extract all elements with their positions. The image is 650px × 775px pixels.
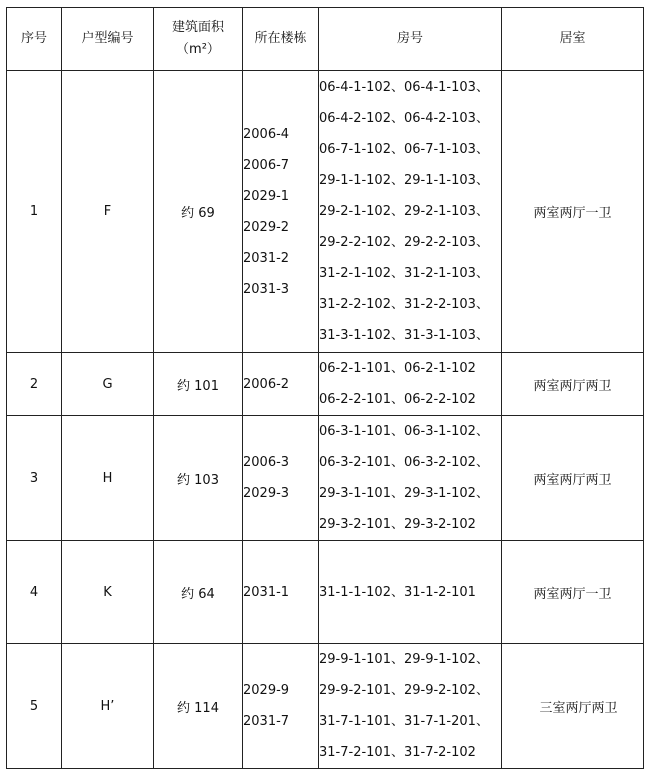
cell-area: 约 64 — [154, 541, 243, 644]
room-line: 31-2-2-102、31-2-2-103、 — [319, 297, 489, 312]
room-line: 31-1-1-102、31-1-2-101 — [319, 584, 476, 600]
cell-buildings — [243, 353, 319, 416]
building-item: 2006-4 — [243, 126, 290, 142]
header-row — [7, 8, 644, 71]
cell-buildings — [243, 644, 319, 769]
cell-type: G — [62, 353, 154, 416]
header-seq: 序号 — [7, 8, 62, 71]
cell-rooms — [319, 71, 502, 353]
room-line: 29-9-1-101、29-9-1-102、 — [319, 652, 489, 667]
cell-buildings — [243, 71, 319, 353]
cell-seq: 2 — [7, 353, 62, 416]
room-line: 06-3-1-101、06-3-1-102、 — [319, 424, 489, 439]
cell-area: 约 103 — [154, 416, 243, 541]
table-row — [7, 541, 644, 644]
cell-buildings — [243, 541, 319, 644]
room-line: 29-3-2-101、29-3-2-102 — [319, 517, 476, 532]
room-line: 06-7-1-102、06-7-1-103、 — [319, 142, 489, 157]
cell-layout: 两室两厅两卫 — [502, 353, 644, 416]
cell-seq: 1 — [7, 71, 62, 353]
header-room-no: 房号 — [319, 8, 502, 71]
building-item: 2029-1 — [243, 188, 290, 204]
cell-seq: 5 — [7, 644, 62, 769]
cell-rooms — [319, 644, 502, 769]
cell-area: 约 101 — [154, 353, 243, 416]
cell-rooms — [319, 541, 502, 644]
room-line: 06-2-2-101、06-2-2-102 — [319, 392, 476, 407]
header-area-unit: （m²） — [176, 42, 220, 57]
building-item: 2031-1 — [243, 584, 290, 600]
cell-rooms — [319, 416, 502, 541]
room-line: 31-7-1-101、31-7-1-201、 — [319, 714, 489, 729]
room-line: 29-2-1-102、29-2-1-103、 — [319, 204, 489, 219]
cell-layout: 两室两厅两卫 — [502, 416, 644, 541]
table-row — [7, 71, 644, 353]
room-line: 06-4-1-102、06-4-1-103、 — [319, 80, 489, 95]
header-area-label: 建筑面积 — [171, 20, 224, 35]
unit-type-table — [6, 7, 644, 769]
header-building: 所在楼栋 — [243, 8, 319, 71]
room-line: 31-2-1-102、31-2-1-103、 — [319, 266, 489, 281]
cell-area: 约 69 — [154, 71, 243, 353]
room-line: 06-4-2-102、06-4-2-103、 — [319, 111, 489, 126]
cell-type: H’ — [62, 644, 154, 769]
building-item: 2006-3 — [243, 455, 290, 470]
room-line: 31-3-1-102、31-3-1-103、 — [319, 328, 489, 343]
header-area — [154, 8, 243, 71]
room-line: 06-2-1-101、06-2-1-102 — [319, 361, 476, 376]
room-line: 06-3-2-101、06-3-2-102、 — [319, 455, 489, 470]
cell-layout: 三室两厅两卫 — [502, 644, 644, 769]
building-item: 2031-7 — [243, 714, 290, 729]
building-item: 2029-9 — [243, 683, 290, 698]
building-item: 2006-7 — [243, 157, 290, 173]
cell-seq: 3 — [7, 416, 62, 541]
cell-seq: 4 — [7, 541, 62, 644]
cell-layout: 两室两厅一卫 — [502, 71, 644, 353]
building-item: 2029-2 — [243, 219, 290, 235]
cell-type: F — [62, 71, 154, 353]
room-line: 31-7-2-101、31-7-2-102 — [319, 745, 476, 760]
cell-layout: 两室两厅一卫 — [502, 541, 644, 644]
cell-type: H — [62, 416, 154, 541]
cell-rooms — [319, 353, 502, 416]
table-row — [7, 644, 644, 769]
room-line: 29-3-1-101、29-3-1-102、 — [319, 486, 489, 501]
room-line: 29-1-1-102、29-1-1-103、 — [319, 173, 489, 188]
building-item: 2029-3 — [243, 486, 290, 501]
table-row — [7, 416, 644, 541]
building-item: 2031-3 — [243, 281, 290, 297]
header-layout: 居室 — [502, 8, 644, 71]
header-type-code: 户型编号 — [62, 8, 154, 71]
building-item: 2006-2 — [243, 376, 290, 392]
room-line: 29-2-2-102、29-2-2-103、 — [319, 235, 489, 250]
room-line: 29-9-2-101、29-9-2-102、 — [319, 683, 489, 698]
table-row — [7, 353, 644, 416]
building-item: 2031-2 — [243, 250, 290, 266]
cell-type: K — [62, 541, 154, 644]
cell-area: 约 114 — [154, 644, 243, 769]
cell-buildings — [243, 416, 319, 541]
